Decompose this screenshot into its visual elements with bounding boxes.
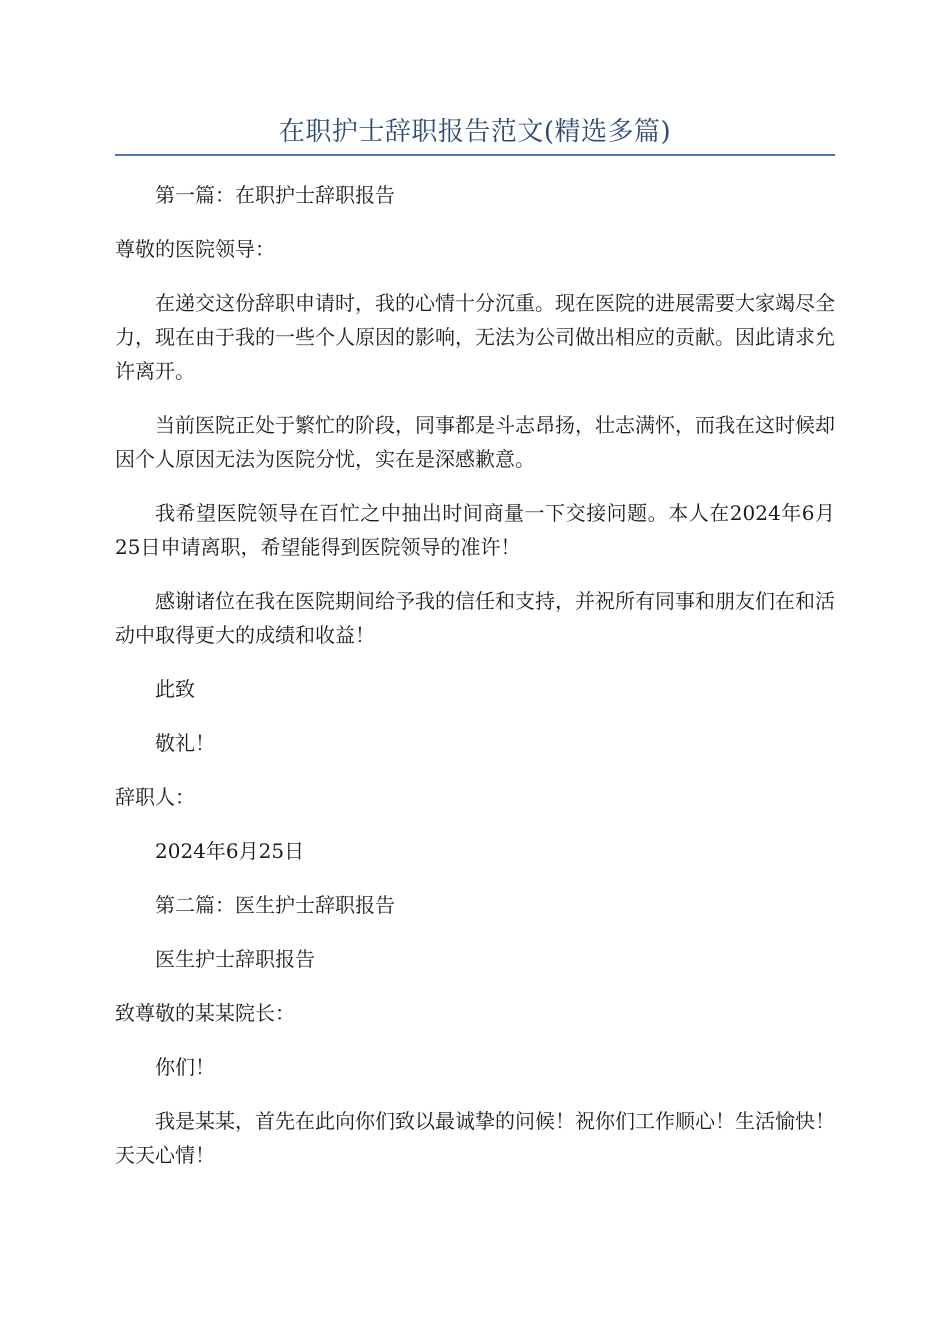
section-heading-1: 第一篇：在职护士辞职报告 <box>155 183 395 207</box>
salutation: 尊敬的医院领导： <box>115 237 275 261</box>
paragraph: 当前医院正处于繁忙的阶段，同事都是斗志昂扬，壮志满怀，而我在这时候却因个人原因无法为医院分忧，实在是深感歉意。 <box>115 413 835 471</box>
paragraph: 在递交这份辞职申请时，我的心情十分沉重。现在医院的进展需要大家竭尽全力，现在由于我的一些个人原因的影响，无法为公司做出相应的贡献。因此请求允许离开。 <box>115 291 835 383</box>
closing-salute: 敬礼！ <box>155 731 215 755</box>
sub-title: 医生护士辞职报告 <box>155 947 315 971</box>
salutation: 致尊敬的某某院长： <box>115 1001 295 1025</box>
document-body <box>115 178 835 1192</box>
paragraph: 感谢诸位在我在医院期间给予我的信任和支持，并祝所有同事和朋友们在和活动中取得更大的成绩和收益！ <box>115 589 835 647</box>
document-title: 在职护士辞职报告范文(精选多篇) <box>278 117 672 147</box>
title-underline <box>115 154 835 156</box>
closing-line: 此致 <box>155 677 195 701</box>
section-heading-2: 第二篇：医生护士辞职报告 <box>155 893 395 917</box>
paragraph: 我是某某，首先在此向你们致以最诚挚的问候！祝你们工作顺心！生活愉快！天天心情！ <box>115 1109 835 1167</box>
greeting: 你们！ <box>155 1055 215 1079</box>
signature-label: 辞职人： <box>115 785 195 809</box>
paragraph: 我希望医院领导在百忙之中抽出时间商量一下交接问题。本人在2024年6月25日申请离职，希望能得到医院领导的准许！ <box>115 501 835 559</box>
signature-date: 2024年6月25日 <box>155 839 305 863</box>
